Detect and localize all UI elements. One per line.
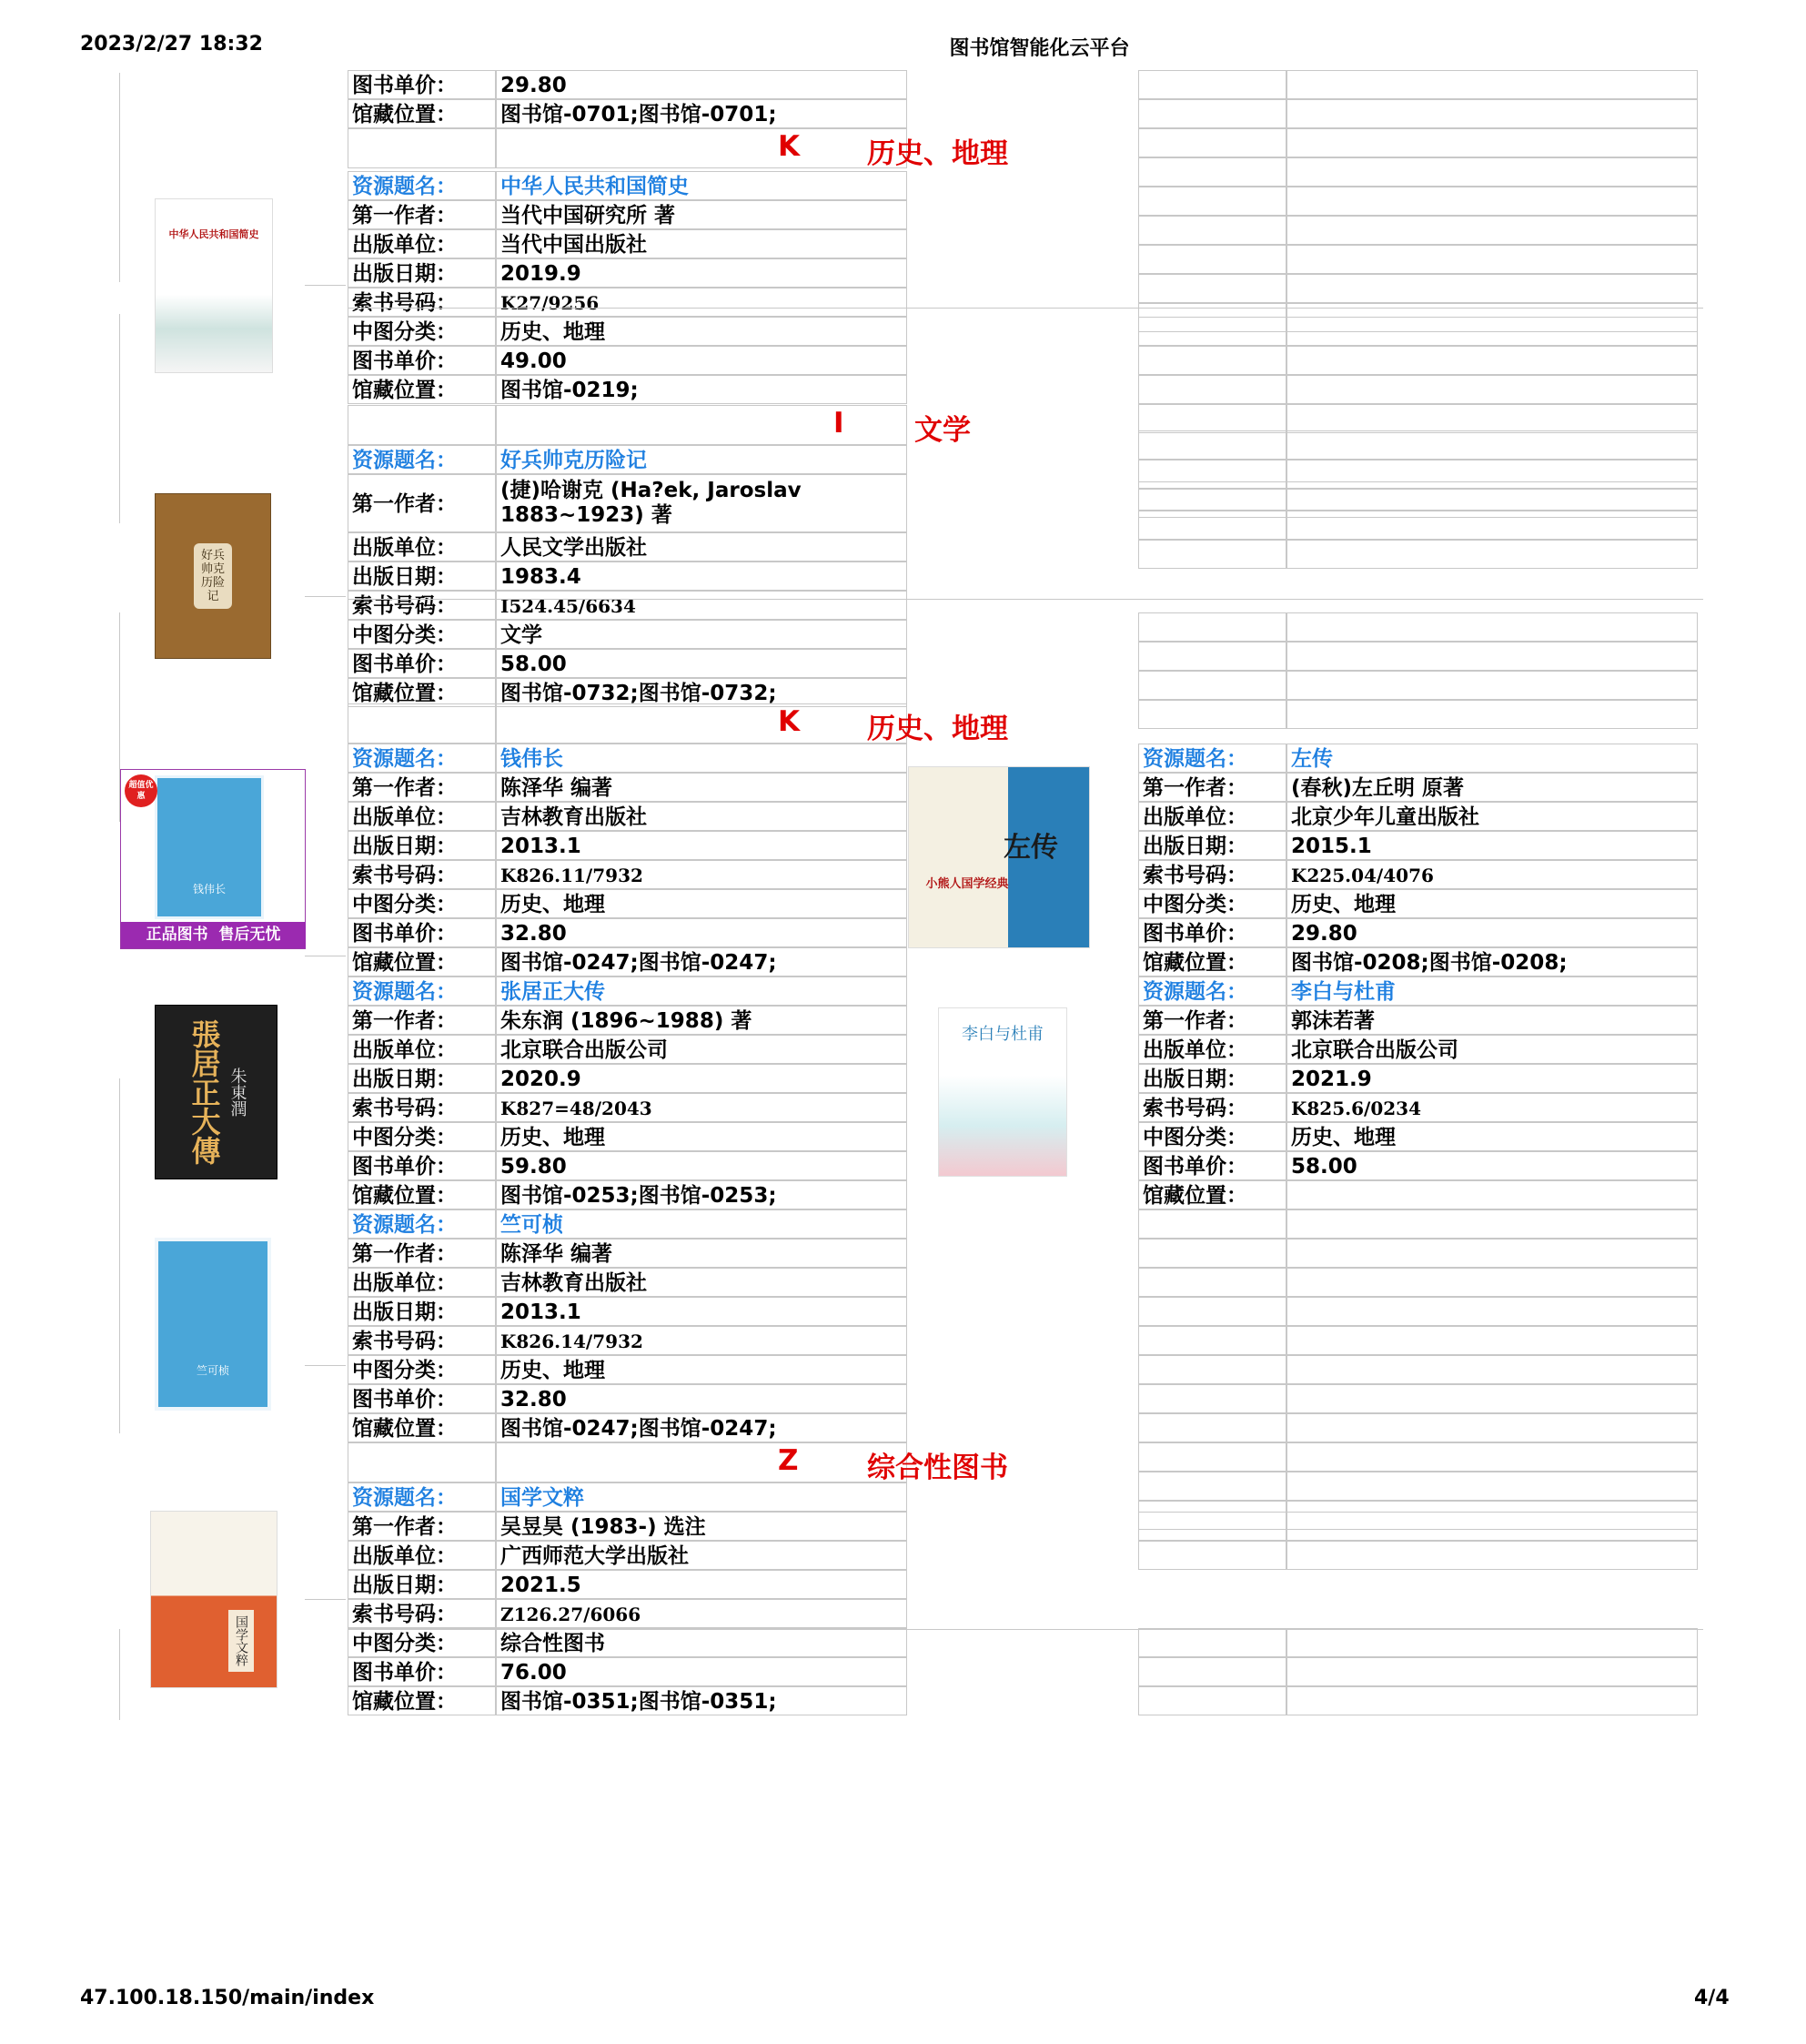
book-classification-value: 历史、地理 — [496, 889, 907, 918]
category-name: 历史、地理 — [867, 713, 1008, 745]
empty-cell — [496, 1442, 907, 1482]
book-price-label: 图书单价： — [348, 1384, 496, 1413]
rule-line — [119, 1629, 120, 1720]
book-cover-title: 中华人民共和国简史 — [168, 228, 259, 240]
category-code: Z — [778, 1444, 799, 1477]
book-cover-title: 左传 — [1004, 831, 1058, 864]
book-location-value: 图书馆-0208;图书馆-0208; — [1286, 947, 1698, 976]
book-call-number-label: 索书号码： — [348, 591, 496, 620]
book-location-label: 馆藏位置： — [348, 1686, 496, 1715]
empty-cell — [1286, 274, 1698, 303]
empty-cell — [1138, 1541, 1286, 1570]
book-publisher-label: 出版单位： — [348, 802, 496, 831]
empty-cell — [1286, 430, 1698, 460]
book-title-value[interactable]: 钱伟长 — [496, 744, 907, 773]
book-price-value: 32.80 — [496, 1384, 907, 1413]
book-date-label: 出版日期： — [1138, 1064, 1286, 1093]
book-classification-value: 历史、地理 — [496, 317, 907, 346]
book-date-value: 2013.1 — [496, 831, 907, 860]
rule-line — [119, 1078, 120, 1433]
book-title-value[interactable]: 张居正大传 — [496, 976, 907, 1006]
empty-cell — [1138, 216, 1286, 245]
book-author-label: 第一作者： — [348, 474, 496, 532]
book-date-label: 出版日期： — [348, 258, 496, 288]
book-location-label: 馆藏位置： — [348, 375, 496, 404]
book-author-label: 第一作者： — [1138, 773, 1286, 802]
empty-cell — [1138, 1384, 1286, 1413]
book-author-value: (春秋)左丘明 原著 — [1286, 773, 1698, 802]
rule-line — [305, 1365, 346, 1366]
book-location-label: 馆藏位置： — [1138, 1180, 1286, 1209]
book-classification-value: 历史、地理 — [496, 1122, 907, 1151]
book-author-value: (捷)哈谢克 (Ha?ek, Jaroslav 1883~1923) 著 — [496, 474, 907, 532]
page-number: 4/4 — [1694, 1987, 1730, 2009]
book-call-number-value: K827=48/2043 — [496, 1093, 907, 1122]
book-classification-label: 中图分类： — [348, 1355, 496, 1384]
book-title-value[interactable]: 中华人民共和国简史 — [496, 171, 907, 200]
book-cover-image[interactable] — [150, 1511, 277, 1688]
book-call-number-value: I524.45/6634 — [496, 591, 907, 620]
empty-cell — [1286, 612, 1698, 642]
rule-line — [305, 285, 346, 286]
book-cover-title: 国学文粹 — [228, 1610, 254, 1672]
empty-cell — [1286, 1686, 1698, 1715]
empty-cell — [1286, 511, 1698, 540]
book-location-value: 图书馆-0701;图书馆-0701; — [496, 99, 907, 128]
book-date-value: 2021.5 — [496, 1570, 907, 1599]
promo-banner: 正品图书 售后无忧 — [121, 922, 306, 948]
empty-cell — [1138, 187, 1286, 216]
book-cover-title: 張居正大傳 — [187, 1019, 222, 1165]
book-date-label: 出版日期： — [1138, 831, 1286, 860]
empty-cell — [1286, 1541, 1698, 1570]
empty-cell — [1286, 671, 1698, 700]
empty-cell — [1138, 70, 1286, 99]
book-publisher-value: 吉林教育出版社 — [496, 802, 907, 831]
book-cover-title: 李白与杜甫 — [962, 1025, 1044, 1044]
book-price-value: 29.80 — [1286, 918, 1698, 947]
empty-cell — [1286, 404, 1698, 433]
empty-cell — [1138, 245, 1286, 274]
empty-cell — [496, 703, 907, 744]
book-publisher-label: 出版单位： — [348, 1541, 496, 1570]
empty-cell — [1286, 1512, 1698, 1541]
empty-cell — [1138, 274, 1286, 303]
book-author-value: 郭沫若著 — [1286, 1006, 1698, 1035]
book-cover-image[interactable] — [938, 1007, 1067, 1177]
book-classification-value: 综合性图书 — [496, 1628, 907, 1657]
book-call-number-label: 索书号码： — [1138, 1093, 1286, 1122]
site-title: 图书馆智能化云平台 — [949, 37, 1130, 60]
rule-line — [348, 308, 1703, 309]
empty-cell — [1138, 346, 1286, 375]
book-title-label: 资源题名： — [348, 445, 496, 474]
book-date-value: 2020.9 — [496, 1064, 907, 1093]
book-location-value — [1286, 1180, 1698, 1209]
book-title-value[interactable]: 好兵帅克历险记 — [496, 445, 907, 474]
empty-cell — [1138, 540, 1286, 569]
book-call-number-label: 索书号码： — [348, 1093, 496, 1122]
category-code: I — [833, 407, 844, 440]
book-classification-value: 历史、地理 — [1286, 889, 1698, 918]
book-publisher-value: 广西师范大学出版社 — [496, 1541, 907, 1570]
empty-cell — [1138, 128, 1286, 157]
empty-cell — [1286, 1239, 1698, 1268]
book-location-value: 图书馆-0351;图书馆-0351; — [496, 1686, 907, 1715]
book-author-value: 当代中国研究所 著 — [496, 200, 907, 229]
empty-cell — [1138, 1442, 1286, 1472]
book-title-label: 资源题名： — [348, 1482, 496, 1512]
book-cover-image[interactable] — [155, 493, 271, 659]
book-price-value: 29.80 — [496, 70, 907, 99]
empty-cell — [1286, 1355, 1698, 1384]
book-call-number-value: K825.6/0234 — [1286, 1093, 1698, 1122]
empty-cell — [1138, 1355, 1286, 1384]
book-call-number-value: Z126.27/6066 — [496, 1599, 907, 1628]
book-cover-image[interactable] — [908, 766, 1090, 948]
empty-cell — [1286, 700, 1698, 729]
book-title-value[interactable]: 左传 — [1286, 744, 1698, 773]
book-publisher-label: 出版单位： — [348, 229, 496, 258]
book-title-value[interactable]: 竺可桢 — [496, 1209, 907, 1239]
book-date-value: 2019.9 — [496, 258, 907, 288]
rule-line — [348, 1629, 1703, 1630]
empty-cell — [1286, 216, 1698, 245]
empty-cell — [1286, 375, 1698, 404]
rule-line — [305, 1599, 346, 1600]
book-price-label: 图书单价： — [348, 649, 496, 678]
empty-cell — [348, 128, 496, 168]
book-cover-title: 竺可桢 — [196, 1363, 229, 1377]
book-price-label: 图书单价： — [348, 70, 496, 99]
book-price-label: 图书单价： — [348, 346, 496, 375]
book-classification-label: 中图分类： — [348, 620, 496, 649]
print-datetime: 2023/2/27 18:32 — [80, 33, 263, 56]
book-date-value: 2013.1 — [496, 1297, 907, 1326]
book-title-label: 资源题名： — [348, 171, 496, 200]
book-publisher-label: 出版单位： — [348, 1268, 496, 1297]
book-publisher-label: 出版单位： — [348, 532, 496, 562]
empty-cell — [1286, 1268, 1698, 1297]
book-publisher-value: 北京联合出版公司 — [1286, 1035, 1698, 1064]
book-classification-label: 中图分类： — [1138, 889, 1286, 918]
book-location-value: 图书馆-0253;图书馆-0253; — [496, 1180, 907, 1209]
book-title-label: 资源题名： — [348, 976, 496, 1006]
empty-cell — [348, 703, 496, 744]
empty-cell — [1138, 1686, 1286, 1715]
book-author-label: 第一作者： — [1138, 1006, 1286, 1035]
empty-cell — [1138, 1297, 1286, 1326]
rule-line — [119, 314, 120, 523]
empty-cell — [1138, 1512, 1286, 1541]
book-title-label: 资源题名： — [348, 744, 496, 773]
book-price-label: 图书单价： — [1138, 918, 1286, 947]
book-price-label: 图书单价： — [348, 1657, 496, 1686]
empty-cell — [1138, 671, 1286, 700]
empty-cell — [348, 405, 496, 445]
rule-line — [305, 596, 346, 597]
book-cover-subtitle: 小熊人国学经典 — [925, 876, 1009, 891]
book-call-number-value: K826.11/7932 — [496, 860, 907, 889]
category-name: 文学 — [914, 414, 971, 447]
empty-cell — [1138, 99, 1286, 128]
book-cover-image[interactable] — [155, 1238, 271, 1411]
book-call-number-label: 索书号码： — [348, 1599, 496, 1628]
book-author-label: 第一作者： — [348, 1239, 496, 1268]
empty-cell — [1286, 346, 1698, 375]
empty-cell — [1138, 511, 1286, 540]
empty-cell — [496, 405, 907, 445]
empty-cell — [1286, 1657, 1698, 1686]
book-price-label: 图书单价： — [348, 918, 496, 947]
empty-cell — [1286, 1384, 1698, 1413]
book-price-label: 图书单价： — [348, 1151, 496, 1180]
book-date-label: 出版日期： — [348, 1064, 496, 1093]
empty-cell — [496, 128, 907, 168]
empty-cell — [1138, 1657, 1286, 1686]
book-title-label: 资源题名： — [1138, 976, 1286, 1006]
empty-cell — [1138, 481, 1286, 511]
book-date-label: 出版日期： — [348, 562, 496, 591]
book-call-number-label: 索书号码： — [348, 860, 496, 889]
book-price-value: 76.00 — [496, 1657, 907, 1686]
book-cover-image[interactable] — [155, 1005, 277, 1179]
empty-cell — [1138, 404, 1286, 433]
book-price-label: 图书单价： — [1138, 1151, 1286, 1180]
empty-cell — [1138, 157, 1286, 187]
book-author-label: 第一作者： — [348, 1006, 496, 1035]
book-publisher-value: 北京少年儿童出版社 — [1286, 802, 1698, 831]
promo-badge: 超值优惠 — [125, 774, 157, 807]
book-publisher-value: 北京联合出版公司 — [496, 1035, 907, 1064]
book-price-value: 58.00 — [1286, 1151, 1698, 1180]
book-date-value: 1983.4 — [496, 562, 907, 591]
book-location-value: 图书馆-0219; — [496, 375, 907, 404]
empty-cell — [1286, 642, 1698, 671]
empty-cell — [1138, 1239, 1286, 1268]
empty-cell — [1286, 99, 1698, 128]
book-location-value: 图书馆-0732;图书馆-0732; — [496, 678, 907, 707]
book-price-value: 58.00 — [496, 649, 907, 678]
empty-cell — [1286, 1209, 1698, 1239]
book-call-number-value: K826.14/7932 — [496, 1326, 907, 1355]
empty-cell — [1286, 1628, 1698, 1657]
book-location-label: 馆藏位置： — [348, 1180, 496, 1209]
rule-line — [119, 73, 120, 282]
book-call-number-value: K225.04/4076 — [1286, 860, 1698, 889]
empty-cell — [1138, 612, 1286, 642]
empty-cell — [1286, 157, 1698, 187]
book-publisher-value: 吉林教育出版社 — [496, 1268, 907, 1297]
empty-cell — [1286, 70, 1698, 99]
category-code: K — [778, 705, 801, 738]
book-location-label: 馆藏位置： — [1138, 947, 1286, 976]
book-publisher-label: 出版单位： — [348, 1035, 496, 1064]
empty-cell — [1286, 1413, 1698, 1442]
book-author-label: 第一作者： — [348, 773, 496, 802]
empty-cell — [1138, 1209, 1286, 1239]
book-location-value: 图书馆-0247;图书馆-0247; — [496, 1413, 907, 1442]
book-cover-title: 钱伟长 — [192, 882, 226, 896]
book-location-label: 馆藏位置： — [348, 678, 496, 707]
book-cover-title: 好兵帅克历险记 — [194, 543, 232, 609]
empty-cell — [1138, 430, 1286, 460]
book-location-label: 馆藏位置： — [348, 947, 496, 976]
book-title-label: 资源题名： — [348, 1209, 496, 1239]
category-name: 历史、地理 — [867, 137, 1008, 170]
book-author-value: 陈泽华 编著 — [496, 1239, 907, 1268]
category-code: K — [778, 130, 801, 163]
empty-cell — [1286, 317, 1698, 346]
empty-cell — [1286, 128, 1698, 157]
empty-cell — [1138, 1413, 1286, 1442]
empty-cell — [1138, 1628, 1286, 1657]
empty-cell — [1286, 481, 1698, 511]
book-call-number-label: 索书号码： — [348, 1326, 496, 1355]
book-location-label: 馆藏位置： — [348, 99, 496, 128]
book-call-number-label: 索书号码： — [1138, 860, 1286, 889]
book-classification-label: 中图分类： — [348, 1628, 496, 1657]
book-classification-label: 中图分类： — [1138, 1122, 1286, 1151]
empty-cell — [1138, 375, 1286, 404]
book-classification-label: 中图分类： — [348, 317, 496, 346]
empty-cell — [1138, 642, 1286, 671]
book-cover-image[interactable] — [155, 198, 273, 373]
book-title-value[interactable]: 国学文粹 — [496, 1482, 907, 1512]
book-location-value: 图书馆-0247;图书馆-0247; — [496, 947, 907, 976]
book-classification-label: 中图分类： — [348, 889, 496, 918]
rule-line — [348, 599, 1703, 600]
empty-cell — [1286, 1472, 1698, 1501]
empty-cell — [1286, 1326, 1698, 1355]
empty-cell — [1138, 1472, 1286, 1501]
book-price-value: 32.80 — [496, 918, 907, 947]
book-classification-label: 中图分类： — [348, 1122, 496, 1151]
book-date-label: 出版日期： — [348, 1570, 496, 1599]
book-call-number-label: 索书号码： — [348, 288, 496, 317]
empty-cell — [1138, 317, 1286, 346]
empty-cell — [1286, 1297, 1698, 1326]
empty-cell — [1286, 540, 1698, 569]
empty-cell — [1138, 1326, 1286, 1355]
book-classification-value: 文学 — [496, 620, 907, 649]
book-publisher-label: 出版单位： — [1138, 1035, 1286, 1064]
empty-cell — [1286, 245, 1698, 274]
book-classification-value: 历史、地理 — [1286, 1122, 1698, 1151]
book-publisher-value: 人民文学出版社 — [496, 532, 907, 562]
book-publisher-value: 当代中国出版社 — [496, 229, 907, 258]
book-date-label: 出版日期： — [348, 831, 496, 860]
book-date-label: 出版日期： — [348, 1297, 496, 1326]
book-author-value: 朱东润 (1896~1988) 著 — [496, 1006, 907, 1035]
empty-cell — [1286, 187, 1698, 216]
book-date-value: 2015.1 — [1286, 831, 1698, 860]
book-location-label: 馆藏位置： — [348, 1413, 496, 1442]
empty-cell — [1138, 1268, 1286, 1297]
book-title-label: 资源题名： — [1138, 744, 1286, 773]
book-author-value: 陈泽华 编著 — [496, 773, 907, 802]
book-title-value[interactable]: 李白与杜甫 — [1286, 976, 1698, 1006]
book-price-value: 59.80 — [496, 1151, 907, 1180]
book-author-value: 吴昱昊 (1983-) 选注 — [496, 1512, 907, 1541]
book-cover-image[interactable] — [155, 775, 264, 919]
book-cover-subtitle: 朱東潤 — [227, 1068, 247, 1117]
book-author-label: 第一作者： — [348, 200, 496, 229]
empty-cell — [1286, 1442, 1698, 1472]
book-author-label: 第一作者： — [348, 1512, 496, 1541]
book-publisher-label: 出版单位： — [1138, 802, 1286, 831]
book-call-number-value: K27/9256 — [496, 288, 907, 317]
empty-cell — [348, 1442, 496, 1482]
book-date-value: 2021.9 — [1286, 1064, 1698, 1093]
empty-cell — [1138, 700, 1286, 729]
book-classification-value: 历史、地理 — [496, 1355, 907, 1384]
book-price-value: 49.00 — [496, 346, 907, 375]
category-name: 综合性图书 — [867, 1452, 1008, 1484]
page-url[interactable]: 47.100.18.150/main/index — [80, 1987, 375, 2009]
